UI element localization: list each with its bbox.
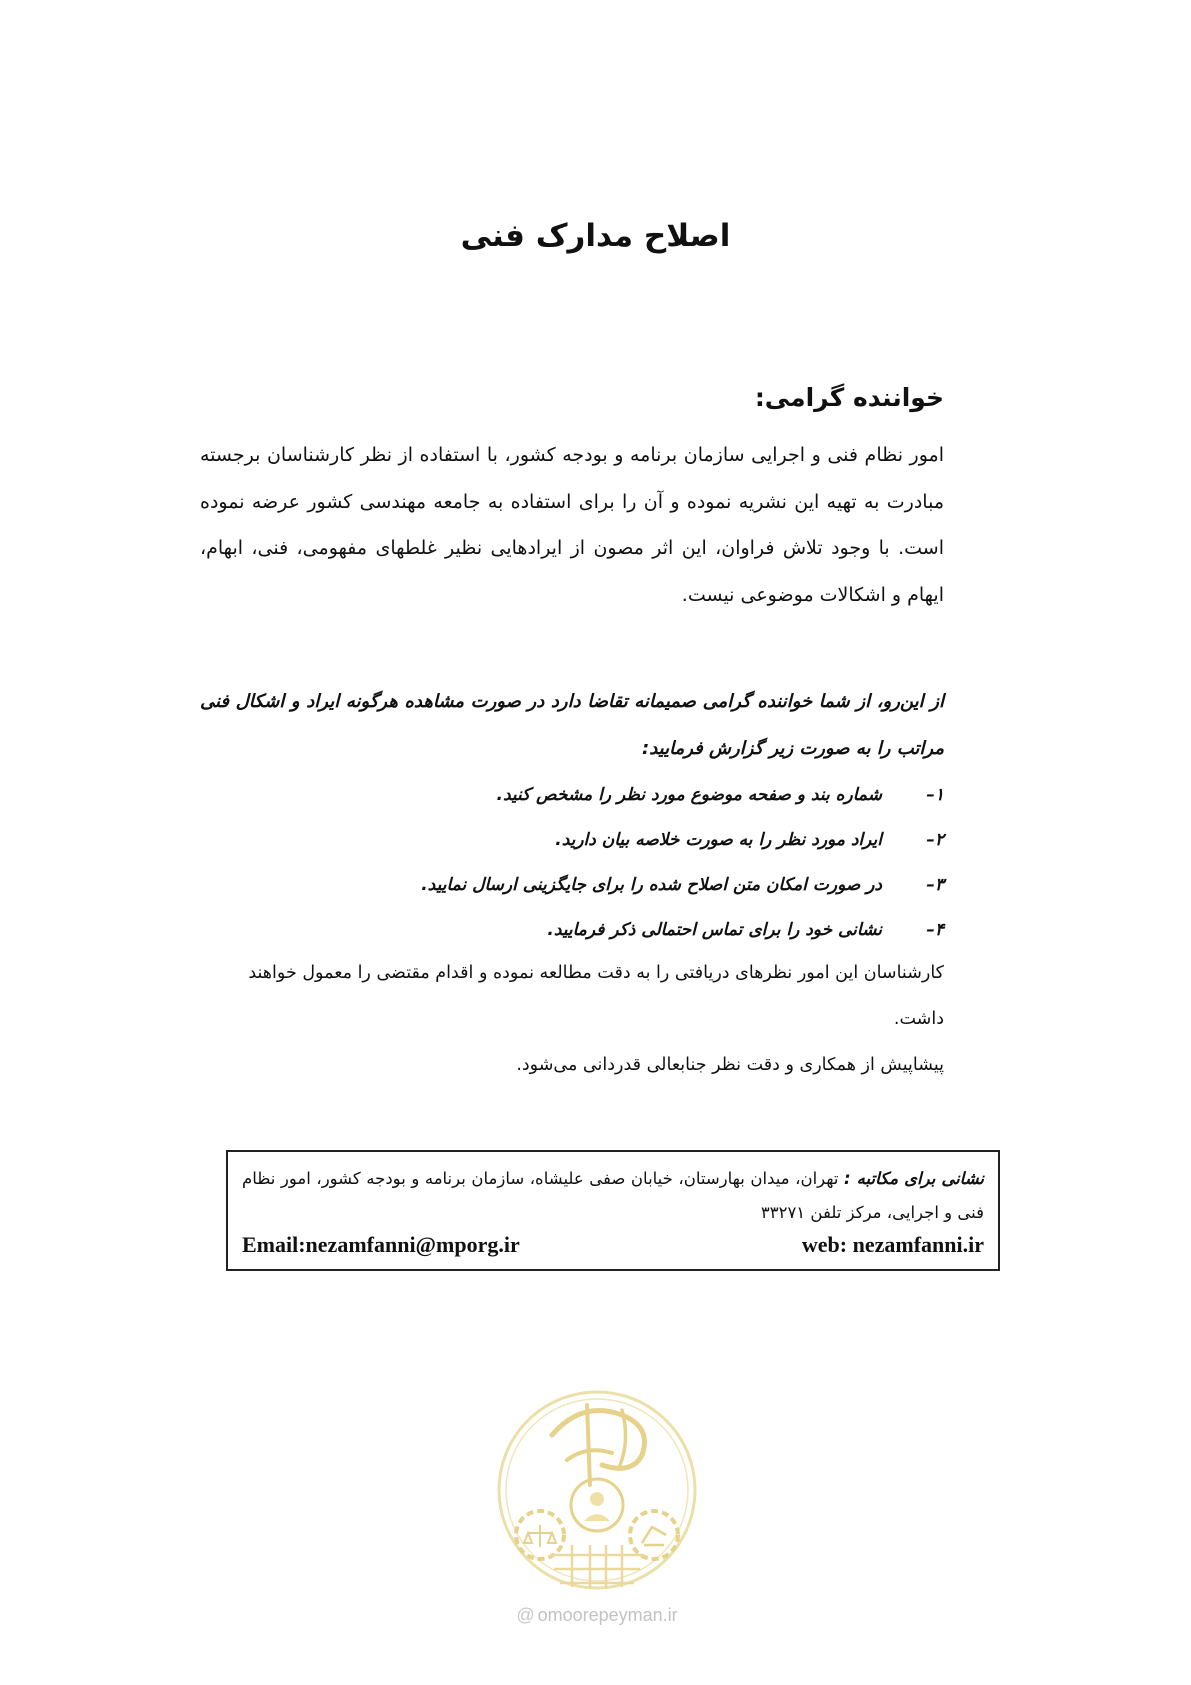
contact-address [242, 1162, 984, 1230]
list-item [200, 868, 944, 913]
reporting-steps-list [200, 778, 944, 958]
list-item [200, 778, 944, 823]
watermark-site-text: omoorepeyman.ir [537, 1605, 678, 1625]
step-number: ۱– [926, 785, 944, 805]
closing-line-1: کارشناسان این امور نظرهای دریافتی را به دقت مطالعه نموده و اقدام مقتضی را معمول خواهند داشت. [248, 963, 944, 1029]
step-number: ۴– [926, 920, 944, 940]
contact-box [226, 1150, 1000, 1271]
email-address[interactable]: Email:nezamfanni@mporg.ir [242, 1232, 520, 1257]
step-text: نشانی خود را برای تماس احتمالی ذکر فرمایید. [547, 920, 882, 940]
address-label: نشانی برای مکاتبه : [844, 1169, 985, 1188]
watermark-site [490, 1605, 704, 1626]
closing-line-2: پیشاپیش از همکاری و دقت نظر جنابعالی قدردانی می‌شود. [516, 1055, 944, 1075]
page-title: اصلاح مدارک فنی [460, 218, 731, 254]
step-text: شماره بند و صفحه موضوع مورد نظر را مشخص کنید. [496, 785, 882, 805]
intro-paragraph: امور نظام فنی و اجرایی سازمان برنامه و بودجه کشور، با استفاده از نظر کارشناسان برجسته مبادرت به تهیه این نشریه نموده و آن را برای استفاده به جامعه مهندسی کشور عرضه نموده است. با وجود تلاش فراوان، این اثر مصون از ایرادهایی نظیر غلطهای مفهومی، فنی، ابهام، ایهام و اشکالات موضوعی نیست. [200, 444, 944, 606]
watermark-seal-logo [492, 1365, 702, 1635]
step-number: ۳– [926, 875, 944, 895]
salutation-heading: خواننده گرامی: [754, 383, 944, 412]
request-paragraph: از این‌رو، از شما خواننده گرامی صمیمانه تقاضا دارد در صورت مشاهده هرگونه ایراد و اشکال فنی مراتب را به صورت زیر گزارش فرمایید: [200, 691, 944, 759]
step-number: ۲– [926, 830, 944, 850]
step-text: در صورت امکان متن اصلاح شده را برای جایگزینی ارسال نمایید. [421, 875, 882, 895]
closing-paragraph [200, 950, 944, 1088]
address-text: تهران، میدان بهارستان، خیابان صفی علیشاه، سازمان برنامه و بودجه کشور، امور نظام فنی و اجرایی، مرکز تلفن ۳۳۲۷۱ [242, 1169, 984, 1222]
contact-links [242, 1232, 984, 1262]
website-link[interactable]: web: nezamfanni.ir [801, 1232, 984, 1257]
list-item [200, 823, 944, 868]
at-icon: @ [516, 1605, 535, 1625]
step-text: ایراد مورد نظر را به صورت خلاصه بیان دارید. [555, 830, 882, 850]
